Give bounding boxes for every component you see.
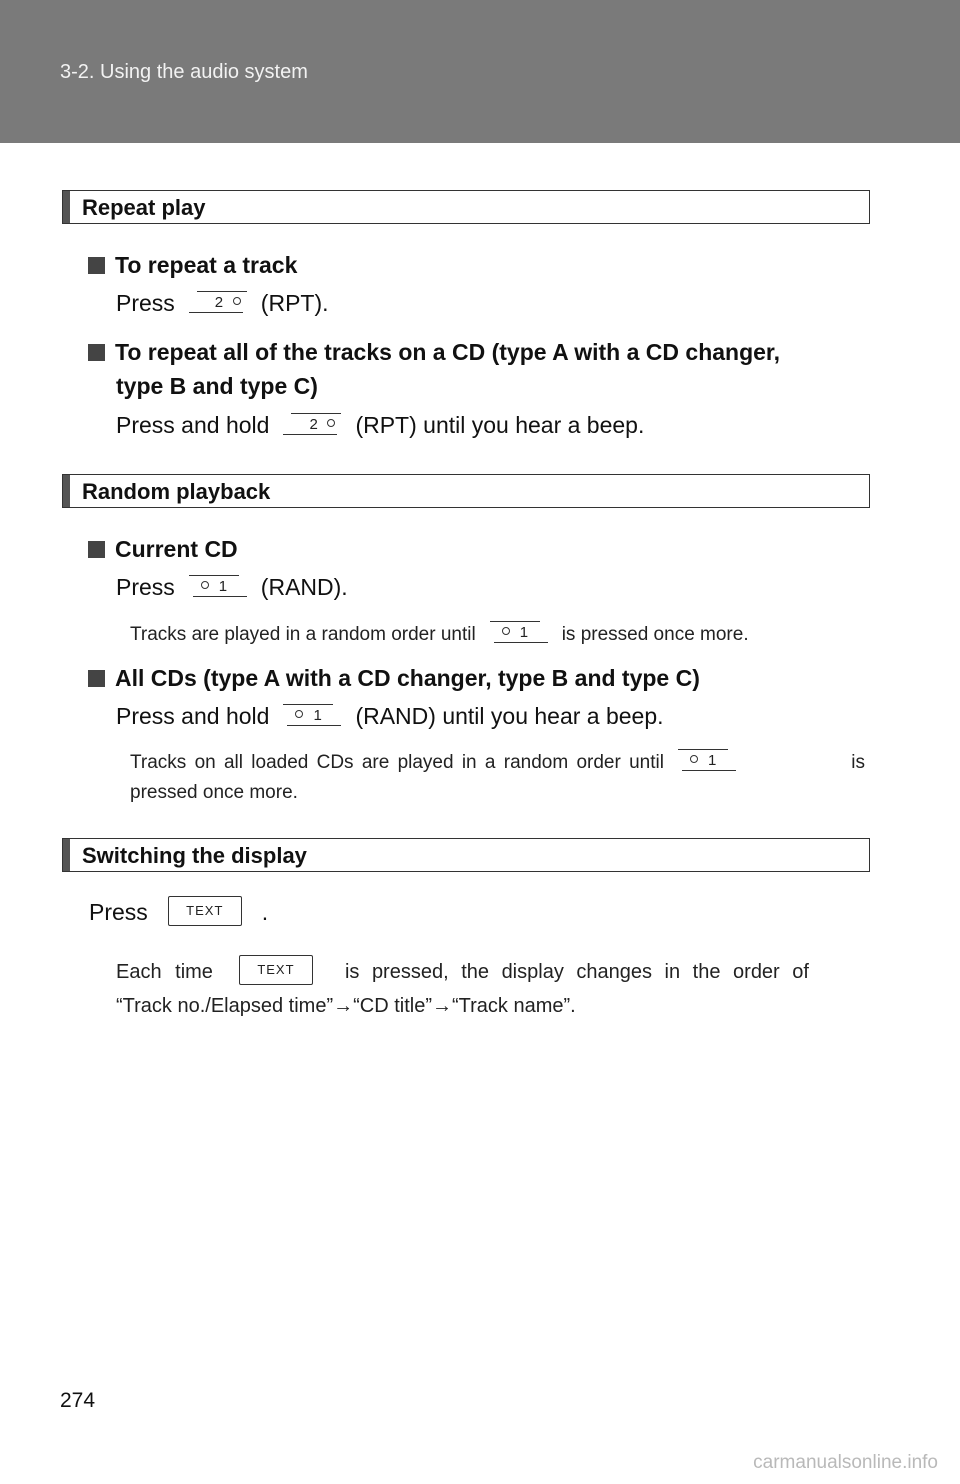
preset-1-button-icon: 1 <box>490 621 548 643</box>
note-display-order-line2: “Track no./Elapsed time”→“CD title”→“Track name”. <box>116 995 576 1017</box>
note-random-all-line2: pressed once more. <box>130 782 298 803</box>
square-bullet-icon <box>88 670 105 687</box>
page-number: 274 <box>60 1389 96 1412</box>
note-random-current: Tracks are played in a random order until 1 is pressed once more. <box>130 624 749 646</box>
section-heading-random-playback <box>62 474 870 508</box>
note-random-all: Tracks on all loaded CDs are played in a random order until 1 is <box>130 752 865 774</box>
subheading-current-cd: Current CD <box>88 536 238 563</box>
section-breadcrumb: 3-2. Using the audio system <box>60 61 308 83</box>
site-watermark: carmanualsonline.info <box>753 1452 938 1473</box>
preset-1-button-icon: 1 <box>283 704 341 726</box>
preset-2-button-icon: 2 <box>189 291 247 313</box>
preset-2-button-icon: 2 <box>283 413 341 435</box>
subheading-repeat-all-line2: type B and type C) <box>116 373 318 399</box>
text-button-icon: TEXT <box>168 896 242 926</box>
instruction-random-all: Press and hold 1 (RAND) until you hear a beep. <box>116 703 664 729</box>
section-heading-text: Switching the display <box>82 843 307 868</box>
instruction-repeat-track: Press 2 (RPT). <box>116 290 329 316</box>
instruction-random-current: Press 1 (RAND). <box>116 574 348 600</box>
section-heading-switching-display <box>62 838 870 872</box>
preset-1-button-icon: 1 <box>678 749 736 771</box>
header-band <box>0 0 960 143</box>
section-heading-text: Repeat play <box>82 195 206 220</box>
square-bullet-icon <box>88 257 105 274</box>
square-bullet-icon <box>88 344 105 361</box>
subheading-all-cds: All CDs (type A with a CD changer, type B and type C) <box>88 665 700 692</box>
preset-1-button-icon: 1 <box>189 575 247 597</box>
text-button-icon: TEXT <box>239 955 313 985</box>
instruction-switch-display: Press TEXT . <box>89 899 268 929</box>
subheading-repeat-all: To repeat all of the tracks on a CD (type A with a CD changer, <box>88 339 780 366</box>
section-heading-repeat-play <box>62 190 870 224</box>
instruction-repeat-all: Press and hold 2 (RPT) until you hear a beep. <box>116 412 645 438</box>
subheading-repeat-track: To repeat a track <box>88 252 297 279</box>
note-display-order: Each time TEXT is pressed, the display changes in the order of <box>116 958 864 988</box>
section-heading-text: Random playback <box>82 479 271 504</box>
square-bullet-icon <box>88 541 105 558</box>
